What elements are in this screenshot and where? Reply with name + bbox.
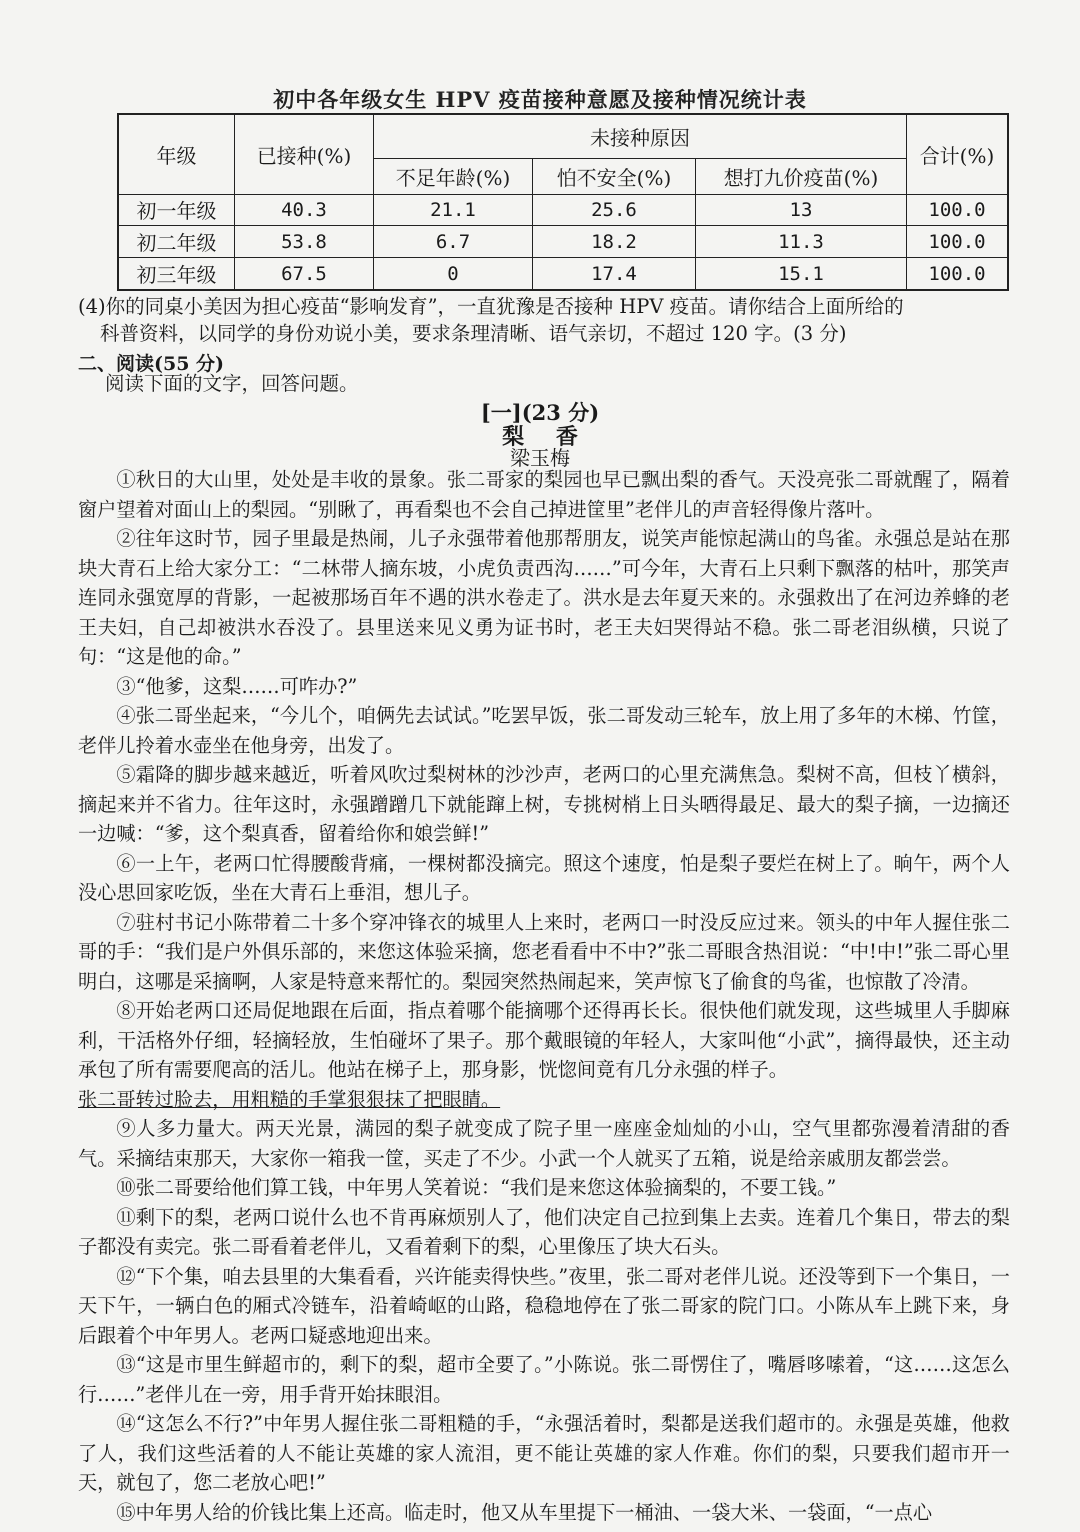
article-author: 梁玉梅 bbox=[510, 446, 570, 470]
cell-unsafe: 25.6 bbox=[533, 194, 696, 226]
question-4 bbox=[78, 294, 1018, 347]
cell-underage: 6.7 bbox=[374, 226, 533, 258]
question-4-line-1: (4)你的同桌小美因为担心疫苗“影响发育”，一直犹豫是否接种 HPV 疫苗。请你结合上面所给的 bbox=[78, 295, 904, 318]
cell-underage: 0 bbox=[374, 258, 533, 290]
cell-nine-valent: 11.3 bbox=[696, 226, 907, 258]
cell-total: 100.0 bbox=[907, 194, 1009, 226]
paragraph: ④张二哥坐起来，“今儿个，咱俩先去试试。”吃罢早饭，张二哥发动三轮车，放上用了多年的木梯、竹筐，老伴儿拎着水壶坐在他身旁，出发了。 bbox=[78, 704, 1010, 757]
header-total: 合计(%) bbox=[907, 114, 1009, 194]
paragraph: ⑭“这怎么不行?”中年男人握住张二哥粗糙的手，“永强活着时，梨都是送我们超市的。永强是英雄，他救了人，我们这些活着的人不能让英雄的家人流泪，更不能让英雄的家人作难。你们的梨，只要我们超市开一天，就包了，您二老放心吧!” bbox=[78, 1412, 1010, 1494]
cell-vaccinated: 67.5 bbox=[235, 258, 374, 290]
header-reasons-group: 未接种原因 bbox=[374, 114, 907, 158]
section-heading: 二、阅读(55 分) bbox=[78, 353, 225, 375]
table-row bbox=[118, 194, 1008, 226]
cell-unsafe: 17.4 bbox=[533, 258, 696, 290]
paragraph: ⑤霜降的脚步越来越近，听着风吹过梨树林的沙沙声，老两口的心里充满焦急。梨树不高，但枝丫横斜，摘起来并不省力。往年这时，永强蹭蹭几下就能蹿上树，专挑树梢上日头晒得最足、最大的梨子摘，一边摘还一边喊：“爹，这个梨真香，留着给你和娘尝鲜!” bbox=[78, 763, 1010, 845]
paragraph: ②往年这时节，园子里最是热闹，儿子永强带着他那帮朋友，说笑声能惊起满山的鸟雀。永强总是站在那块大青石上给大家分工：“二林带人摘东坡，小虎负责西沟……”可今年，大青石上只剩下飘落的枯叶，那笑声连同永强宽厚的背影，一起被那场百年不遇的洪水卷走了。洪水是去年夏天来的。永强救出了在河边养蜂的老王夫妇，自己却被洪水吞没了。县里送来见义勇为证书时，老王夫妇哭得站不稳。张二哥老泪纵横，只说了句：“这是他的命。” bbox=[78, 527, 1010, 668]
part-label: [一](23 分) bbox=[480, 400, 600, 425]
header-nine-valent: 想打九价疫苗(%) bbox=[696, 158, 907, 194]
table-row bbox=[118, 226, 1008, 258]
paragraph: ①秋日的大山里，处处是丰收的景象。张二哥家的梨园也早已飘出梨的香气。天没亮张二哥就醒了，隔着窗户望着对面山上的梨园。“别瞅了，再看梨也不会自己掉进筐里”老伴儿的声音轻得像片落叶。 bbox=[78, 468, 1010, 521]
cell-vaccinated: 40.3 bbox=[235, 194, 374, 226]
header-grade: 年级 bbox=[118, 114, 235, 194]
cell-grade: 初一年级 bbox=[118, 194, 235, 226]
article-body bbox=[78, 465, 1010, 1527]
cell-unsafe: 18.2 bbox=[533, 226, 696, 258]
header-underage: 不足年龄(%) bbox=[374, 158, 533, 194]
underlined-sentence: 张二哥转过脸去，用粗糙的手掌狠狠抹了把眼睛。 bbox=[78, 1087, 501, 1111]
table-title: 初中各年级女生 HPV 疫苗接种意愿及接种情况统计表 bbox=[273, 87, 807, 112]
cell-nine-valent: 13 bbox=[696, 194, 907, 226]
header-unsafe: 怕不安全(%) bbox=[533, 158, 696, 194]
paragraph: ⑧开始老两口还局促地跟在后面，指点着哪个能摘哪个还得再长长。很快他们就发现，这些城里人手脚麻利，干活格外仔细，轻摘轻放，生怕碰坏了果子。那个戴眼镜的年轻人，大家叫他“小武”，摘得最快，还主动承包了所有需要爬高的活儿。他站在梯子上，那身影，恍惚间竟有几分永强的样子。 bbox=[78, 999, 1010, 1081]
cell-total: 100.0 bbox=[907, 258, 1009, 290]
paragraph: ⑩张二哥要给他们算工钱，中年男人笑着说：“我们是来您这体验摘梨的，不要工钱。” bbox=[116, 1176, 837, 1199]
paragraph: ⑬“这是市里生鲜超市的，剩下的梨，超市全要了。”小陈说。张二哥愣住了，嘴唇哆嗦着，“这……这怎么行……”老伴儿在一旁，用手背开始抹眼泪。 bbox=[78, 1353, 1010, 1406]
paragraph: ⑫“下个集，咱去县里的大集看看，兴许能卖得快些。”夜里，张二哥对老伴儿说。还没等到下一个集日，一天下午，一辆白色的厢式冷链车，沿着崎岖的山路，稳稳地停在了张二哥家的院门口。小陈从车上跳下来，身后跟着个中年男人。老两口疑惑地迎出来。 bbox=[78, 1264, 1010, 1347]
paragraph: ⑨人多力量大。两天光景，满园的梨子就变成了院子里一座座金灿灿的小山，空气里都弥漫着清甜的香气。采摘结束那天，大家你一箱我一筐，买走了不少。小武一个人就买了五箱，说是给亲戚朋友都尝尝。 bbox=[78, 1117, 1010, 1170]
header-vaccinated: 已接种(%) bbox=[235, 114, 374, 194]
paragraph: ③“他爹，这梨……可咋办?” bbox=[116, 674, 358, 698]
cell-grade: 初三年级 bbox=[118, 258, 235, 290]
paragraph: ⑮中年男人给的价钱比集上还高。临走时，他又从车里提下一桶油、一袋大米、一袋面，“一点心 bbox=[116, 1500, 933, 1524]
cell-total: 100.0 bbox=[907, 226, 1009, 258]
table-row bbox=[118, 258, 1008, 290]
question-4-line-2: 科普资料，以同学的身份劝说小美，要求条理清晰、语气亲切，不超过 120 字。(3 分) bbox=[100, 321, 847, 345]
cell-grade: 初二年级 bbox=[118, 226, 235, 258]
article-title: 梨 香 bbox=[502, 424, 590, 450]
hpv-statistics-table bbox=[117, 113, 1009, 291]
cell-underage: 21.1 bbox=[374, 194, 533, 226]
paragraph: ⑦驻村书记小陈带着二十多个穿冲锋衣的城里人上来时，老两口一时没反应过来。领头的中年人握住张二哥的手：“我们是户外俱乐部的，来您这体验采摘，您老看看中不中?”张二哥眼含热泪说：“中!中!”张二哥心里明白，这哪是采摘啊，人家是特意来帮忙的。梨园突然热闹起来，笑声惊飞了偷食的鸟雀，也惊散了冷清。 bbox=[78, 910, 1010, 993]
cell-nine-valent: 15.1 bbox=[696, 258, 907, 290]
reading-instruction: 阅读下面的文字，回答问题。 bbox=[105, 372, 359, 395]
paragraph: ⑥一上午，老两口忙得腰酸背痛，一棵树都没摘完。照这个速度，怕是梨子要烂在树上了。晌午，两个人没心思回家吃饭，坐在大青石上垂泪，想儿子。 bbox=[78, 851, 1010, 904]
paragraph: ⑪剩下的梨，老两口说什么也不肯再麻烦别人了，他们决定自己拉到集上去卖。连着几个集日，带去的梨子都没有卖完。张二哥看着老伴儿，又看着剩下的梨，心里像压了块大石头。 bbox=[78, 1205, 1010, 1258]
cell-vaccinated: 53.8 bbox=[235, 226, 374, 258]
